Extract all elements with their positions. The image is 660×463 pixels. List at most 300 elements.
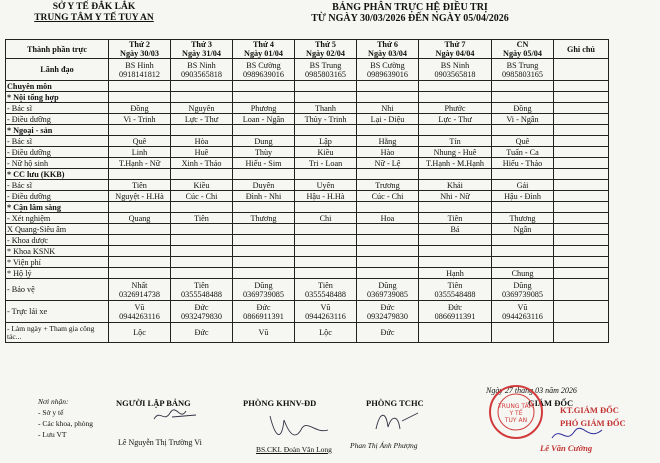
cell-day-6 bbox=[492, 81, 554, 92]
cell-text: Đức bbox=[194, 328, 209, 337]
cell-day-1 bbox=[171, 136, 233, 147]
row-label: * Hộ lý bbox=[6, 268, 109, 279]
cell-day-5 bbox=[419, 158, 492, 169]
cell-day-4 bbox=[357, 191, 419, 202]
cell-text: Huê bbox=[194, 147, 209, 157]
cell-day-6 bbox=[492, 158, 554, 169]
cell-day-2 bbox=[233, 235, 295, 246]
cell-day-0 bbox=[109, 136, 171, 147]
cell-text: 0903565818 bbox=[434, 69, 476, 79]
cell-day-3 bbox=[295, 279, 357, 301]
table-row bbox=[6, 103, 609, 114]
cell-text: 0326914738 bbox=[119, 289, 160, 299]
cell-day-0 bbox=[109, 235, 171, 246]
cell-day-2 bbox=[233, 213, 295, 224]
cell-text: 0989639016 bbox=[243, 69, 284, 79]
cell-text: Hiếu - Sim bbox=[245, 158, 282, 168]
cell-day-1 bbox=[171, 147, 233, 158]
cell-day-0 bbox=[109, 147, 171, 158]
cell-text: Thùy bbox=[254, 147, 273, 157]
cell-note bbox=[554, 268, 609, 279]
cell-day-5 bbox=[419, 246, 492, 257]
cell-day-0 bbox=[109, 257, 171, 268]
cell-day-0 bbox=[109, 92, 171, 103]
cell-day-3 bbox=[295, 246, 357, 257]
cell-day-3 bbox=[295, 158, 357, 169]
cell-day-2 bbox=[233, 103, 295, 114]
cell-text: Quê bbox=[132, 136, 147, 146]
cell-text: 0989639016 bbox=[367, 69, 408, 79]
tchc-title: PHÒNG TCHC bbox=[366, 398, 424, 408]
cell-day-0 bbox=[109, 158, 171, 169]
day-name: Thứ 3 bbox=[190, 40, 213, 49]
cell-day-5 bbox=[419, 213, 492, 224]
cell-day-4 bbox=[357, 224, 419, 235]
cell-note bbox=[554, 301, 609, 323]
header-note: Ghi chú bbox=[554, 40, 609, 59]
cell-text: Đức bbox=[194, 302, 209, 312]
cell-day-0 bbox=[109, 180, 171, 191]
cell-day-6 bbox=[492, 147, 554, 158]
cell-day-4 bbox=[357, 202, 419, 213]
table-row bbox=[6, 158, 609, 169]
cell-day-4 bbox=[357, 301, 419, 323]
cell-note bbox=[554, 125, 609, 136]
cell-text: Vũ bbox=[134, 302, 145, 312]
cell-day-2 bbox=[233, 59, 295, 81]
cell-day-2 bbox=[233, 180, 295, 191]
cell-text: Đức bbox=[448, 302, 462, 312]
table-row bbox=[6, 169, 609, 180]
cell-note bbox=[554, 202, 609, 213]
cell-day-5 bbox=[419, 279, 492, 301]
cell-day-3 bbox=[295, 191, 357, 202]
day-name: Thứ 4 bbox=[252, 40, 275, 49]
cell-day-6 bbox=[492, 114, 554, 125]
cell-text: Uyên bbox=[316, 180, 335, 190]
cell-text: 0918141812 bbox=[119, 69, 160, 79]
cell-day-4 bbox=[357, 92, 419, 103]
cell-day-4 bbox=[357, 59, 419, 81]
cell-text: Tiên bbox=[132, 180, 147, 190]
cell-note bbox=[554, 323, 609, 343]
cell-day-6 bbox=[492, 59, 554, 81]
cell-text: Thương bbox=[250, 213, 277, 223]
table-row bbox=[6, 246, 609, 257]
day-name: Thứ 6 bbox=[376, 40, 399, 49]
cell-text: Thanh bbox=[315, 103, 336, 113]
table-row bbox=[6, 136, 609, 147]
khnv-name: BS.CKI. Đoàn Văn Long bbox=[256, 445, 332, 454]
cell-day-6 bbox=[492, 323, 554, 343]
cell-text: Quê bbox=[515, 136, 530, 146]
table-row bbox=[6, 213, 609, 224]
cell-text: Vũ bbox=[320, 302, 331, 312]
cell-text: Hậu - H.Hà bbox=[306, 191, 345, 201]
cell-note bbox=[554, 213, 609, 224]
cell-day-3 bbox=[295, 301, 357, 323]
cell-day-6 bbox=[492, 191, 554, 202]
cell-text: BS Cường bbox=[370, 60, 405, 70]
table-row bbox=[6, 301, 609, 323]
cell-day-1 bbox=[171, 246, 233, 257]
cell-day-6 bbox=[492, 301, 554, 323]
cell-note bbox=[554, 180, 609, 191]
cell-day-1 bbox=[171, 92, 233, 103]
row-label: - Điều dưỡng bbox=[6, 147, 109, 158]
cell-text: Vũ bbox=[258, 328, 269, 337]
cell-day-6 bbox=[492, 180, 554, 191]
cell-day-4 bbox=[357, 246, 419, 257]
cell-text: Nhi bbox=[381, 103, 394, 113]
table-row bbox=[6, 279, 609, 301]
cell-day-3 bbox=[295, 180, 357, 191]
svg-text:TRUNG TÂM: TRUNG TÂM bbox=[498, 403, 534, 410]
cell-text: BS Hinh bbox=[125, 60, 154, 70]
cell-day-5 bbox=[419, 92, 492, 103]
cell-day-2 bbox=[233, 125, 295, 136]
cell-text: Quang bbox=[128, 213, 151, 223]
preparer-signature bbox=[150, 405, 200, 427]
cell-text: Lại - Diệu bbox=[370, 114, 405, 124]
cell-day-6 bbox=[492, 268, 554, 279]
preparer-name: Lê Nguyễn Thị Trường Vi bbox=[118, 438, 202, 447]
cell-text: Phước bbox=[444, 103, 466, 113]
cell-text: BS Ninh bbox=[440, 60, 470, 70]
cell-day-2 bbox=[233, 224, 295, 235]
cell-text: Lực - Thư bbox=[184, 114, 219, 124]
day-date: Ngày 31/04 bbox=[182, 49, 221, 58]
cell-text: Nguyên bbox=[188, 103, 215, 113]
cell-day-0 bbox=[109, 169, 171, 180]
table-row bbox=[6, 323, 609, 343]
cell-text: Dung bbox=[254, 136, 273, 146]
cell-day-6 bbox=[492, 202, 554, 213]
row-label: - Nữ hộ sinh bbox=[6, 158, 109, 169]
cell-day-2 bbox=[233, 114, 295, 125]
table-row bbox=[6, 257, 609, 268]
cell-day-2 bbox=[233, 147, 295, 158]
cell-text: Dũng bbox=[254, 280, 273, 290]
cell-day-4 bbox=[357, 213, 419, 224]
cell-day-5 bbox=[419, 169, 492, 180]
cell-text: BS Cường bbox=[246, 60, 281, 70]
cell-day-0 bbox=[109, 202, 171, 213]
preparer-title: NGƯỜI LẬP BẢNG bbox=[116, 398, 191, 408]
cell-day-2 bbox=[233, 191, 295, 202]
header-day-5 bbox=[419, 40, 492, 59]
day-name: Thứ 7 bbox=[444, 40, 466, 49]
svg-text:TUY AN: TUY AN bbox=[504, 417, 528, 424]
cell-day-0 bbox=[109, 224, 171, 235]
header-day-3 bbox=[295, 40, 357, 59]
cell-day-4 bbox=[357, 279, 419, 301]
cell-day-4 bbox=[357, 114, 419, 125]
cell-text: Hiếu - Thảo bbox=[502, 158, 543, 168]
cell-day-1 bbox=[171, 158, 233, 169]
cell-day-5 bbox=[419, 103, 492, 114]
cell-text: Tiên bbox=[194, 280, 209, 290]
cell-day-4 bbox=[357, 323, 419, 343]
cell-day-6 bbox=[492, 279, 554, 301]
cell-text: 0369739085 bbox=[502, 289, 543, 299]
row-label: * Cận lâm sàng bbox=[6, 202, 109, 213]
doc-title bbox=[250, 2, 570, 24]
cell-text: 0355548488 bbox=[181, 289, 222, 299]
cell-day-2 bbox=[233, 268, 295, 279]
cell-text: Đồng bbox=[513, 103, 532, 113]
day-date: Ngày 04/04 bbox=[435, 49, 475, 58]
cell-day-4 bbox=[357, 158, 419, 169]
row-label: * Nội tổng hợp bbox=[6, 92, 109, 103]
director-title: GIÁM ĐỐC bbox=[528, 398, 574, 408]
row-label: - Khoa dược bbox=[6, 235, 109, 246]
cell-text: 0866911391 bbox=[434, 311, 476, 321]
cell-text: Cúc - Chi bbox=[371, 191, 404, 201]
cell-text: 0369739085 bbox=[243, 289, 284, 299]
cell-text: Phương bbox=[250, 103, 277, 113]
cell-text: Vũ bbox=[517, 302, 528, 312]
cell-day-1 bbox=[171, 59, 233, 81]
cell-text: Hằng bbox=[378, 136, 397, 146]
table-row bbox=[6, 92, 609, 103]
cell-text: T.Hạnh - M.Hạnh bbox=[425, 158, 485, 168]
table-row bbox=[6, 268, 609, 279]
cell-day-5 bbox=[419, 125, 492, 136]
cell-day-6 bbox=[492, 92, 554, 103]
tchc-signature bbox=[372, 407, 422, 435]
cell-text: 0932479830 bbox=[181, 311, 222, 321]
cell-day-6 bbox=[492, 136, 554, 147]
cell-day-1 bbox=[171, 125, 233, 136]
table-row bbox=[6, 180, 609, 191]
cell-text: Ngân bbox=[513, 224, 532, 234]
cell-text: Xinh - Thảo bbox=[181, 158, 222, 168]
cell-text: Kiều bbox=[317, 147, 334, 157]
cell-day-6 bbox=[492, 125, 554, 136]
official-stamp bbox=[487, 383, 545, 441]
cell-text: Đức bbox=[380, 328, 395, 337]
row-label: - Làm ngày + Tham gia công tác... bbox=[6, 323, 109, 343]
cell-text: Đức bbox=[380, 302, 395, 312]
cell-day-1 bbox=[171, 169, 233, 180]
cell-day-3 bbox=[295, 114, 357, 125]
cell-text: 0985803165 bbox=[502, 69, 543, 79]
cell-note bbox=[554, 81, 609, 92]
cell-day-1 bbox=[171, 202, 233, 213]
cell-day-6 bbox=[492, 224, 554, 235]
cell-text: Thủy - Trinh bbox=[304, 114, 347, 124]
cell-note bbox=[554, 224, 609, 235]
cell-day-3 bbox=[295, 103, 357, 114]
header-day-0 bbox=[109, 40, 171, 59]
cell-day-0 bbox=[109, 114, 171, 125]
cell-day-3 bbox=[295, 323, 357, 343]
cell-text: 0944263116 bbox=[502, 311, 543, 321]
row-label: * CC lưu (KKB) bbox=[6, 169, 109, 180]
cell-day-6 bbox=[492, 213, 554, 224]
cell-text: T.Hạnh - Nữ bbox=[118, 158, 161, 168]
khnv-signature bbox=[262, 410, 332, 444]
cell-text: Nữ - Lệ bbox=[374, 158, 401, 168]
cell-day-1 bbox=[171, 180, 233, 191]
cell-note bbox=[554, 136, 609, 147]
cell-text: Hậu - Đình bbox=[504, 191, 541, 201]
cell-day-0 bbox=[109, 301, 171, 323]
cell-day-2 bbox=[233, 92, 295, 103]
cell-day-0 bbox=[109, 268, 171, 279]
row-label: - Xét nghiệm bbox=[6, 213, 109, 224]
cell-note bbox=[554, 92, 609, 103]
duty-roster-table bbox=[5, 39, 609, 343]
cell-text: Hạnh bbox=[446, 268, 464, 278]
cell-day-3 bbox=[295, 81, 357, 92]
recipients-label: Nơi nhận: bbox=[38, 397, 69, 406]
header-day-2 bbox=[233, 40, 295, 59]
cell-text: Tiên bbox=[194, 213, 209, 223]
row-label: - Bảo vệ bbox=[6, 279, 109, 301]
cell-day-2 bbox=[233, 323, 295, 343]
cell-text: Bá bbox=[450, 224, 460, 234]
table-row bbox=[6, 114, 609, 125]
cell-day-1 bbox=[171, 323, 233, 343]
cell-day-5 bbox=[419, 235, 492, 246]
vice-director-kt: KT.GIÁM ĐỐC bbox=[560, 405, 619, 415]
cell-day-5 bbox=[419, 147, 492, 158]
cell-text: Vi - Ngân bbox=[506, 114, 539, 124]
cell-text: Nhi - Nữ bbox=[440, 191, 470, 201]
cell-day-6 bbox=[492, 257, 554, 268]
cell-day-5 bbox=[419, 191, 492, 202]
cell-day-4 bbox=[357, 180, 419, 191]
cell-note bbox=[554, 103, 609, 114]
cell-day-3 bbox=[295, 147, 357, 158]
cell-day-2 bbox=[233, 81, 295, 92]
cell-day-1 bbox=[171, 114, 233, 125]
cell-day-5 bbox=[419, 301, 492, 323]
cell-text: Duyên bbox=[252, 180, 275, 190]
cell-day-6 bbox=[492, 103, 554, 114]
cell-text: BS Trung bbox=[309, 60, 342, 70]
cell-day-0 bbox=[109, 323, 171, 343]
cell-day-0 bbox=[109, 279, 171, 301]
cell-day-5 bbox=[419, 59, 492, 81]
cell-day-4 bbox=[357, 81, 419, 92]
cell-text: Lộc bbox=[133, 328, 146, 337]
cell-note bbox=[554, 59, 609, 81]
cell-text: BS Ninh bbox=[187, 60, 216, 70]
table-row bbox=[6, 202, 609, 213]
cell-text: Hào bbox=[380, 147, 395, 157]
cell-day-3 bbox=[295, 202, 357, 213]
header-day-4 bbox=[357, 40, 419, 59]
cell-text: Lập bbox=[319, 136, 332, 146]
cell-text: Nhất bbox=[131, 280, 148, 290]
vice-director-title: PHÓ GIÁM ĐỐC bbox=[560, 418, 626, 428]
cell-day-1 bbox=[171, 103, 233, 114]
cell-day-0 bbox=[109, 59, 171, 81]
cell-day-2 bbox=[233, 279, 295, 301]
cell-day-2 bbox=[233, 202, 295, 213]
day-name: CN bbox=[516, 40, 529, 49]
cell-day-5 bbox=[419, 81, 492, 92]
table-row bbox=[6, 125, 609, 136]
cell-day-1 bbox=[171, 235, 233, 246]
cell-day-4 bbox=[357, 125, 419, 136]
cell-text: Trương bbox=[375, 180, 400, 190]
cell-day-3 bbox=[295, 136, 357, 147]
cell-text: 0903565818 bbox=[181, 69, 222, 79]
cell-text: Thương bbox=[509, 213, 536, 223]
cell-note bbox=[554, 158, 609, 169]
cell-text: Đồng bbox=[130, 103, 149, 113]
day-date: Ngày 30/03 bbox=[120, 49, 159, 58]
cell-text: Lực - Thư bbox=[438, 114, 472, 124]
recipient-item: - Lưu VT bbox=[38, 430, 67, 439]
cell-day-3 bbox=[295, 59, 357, 81]
row-label: - Điều dưỡng bbox=[6, 191, 109, 202]
row-label: * Ngoại - sản bbox=[6, 125, 109, 136]
cell-note bbox=[554, 169, 609, 180]
cell-day-5 bbox=[419, 257, 492, 268]
org-header bbox=[4, 2, 184, 24]
cell-note bbox=[554, 191, 609, 202]
svg-text:Y TẾ: Y TẾ bbox=[509, 410, 523, 417]
cell-text: Kiều bbox=[193, 180, 210, 190]
cell-text: Tiên bbox=[318, 280, 333, 290]
cell-day-5 bbox=[419, 114, 492, 125]
recipient-item: - Các khoa, phòng bbox=[38, 419, 93, 428]
row-label: - Bác sĩ bbox=[6, 136, 109, 147]
row-label: Lãnh đạo bbox=[6, 59, 109, 81]
day-date: Ngày 03/04 bbox=[368, 49, 407, 58]
day-name: Thứ 2 bbox=[128, 40, 151, 49]
row-label: - Điều dưỡng bbox=[6, 114, 109, 125]
cell-text: Tuấn - Ca bbox=[506, 147, 539, 157]
header-duty-role: Thành phần trực bbox=[6, 40, 109, 59]
table-row bbox=[6, 224, 609, 235]
cell-day-5 bbox=[419, 224, 492, 235]
cell-day-1 bbox=[171, 213, 233, 224]
cell-text: 0355548488 bbox=[305, 289, 346, 299]
table-row bbox=[6, 81, 609, 92]
cell-day-1 bbox=[171, 257, 233, 268]
recipient-item: - Sở y tế bbox=[38, 408, 64, 417]
cell-day-1 bbox=[171, 301, 233, 323]
cell-day-3 bbox=[295, 125, 357, 136]
row-label: - Trực lái xe bbox=[6, 301, 109, 323]
cell-day-0 bbox=[109, 191, 171, 202]
khnv-title: PHÒNG KHNV-ĐD bbox=[243, 398, 317, 408]
cell-day-0 bbox=[109, 125, 171, 136]
cell-text: 0944263116 bbox=[119, 311, 160, 321]
recipients-block bbox=[38, 396, 93, 440]
cell-day-2 bbox=[233, 301, 295, 323]
cell-day-3 bbox=[295, 169, 357, 180]
cell-text: Vi - Trinh bbox=[123, 114, 156, 124]
doc-title-line1: BẢNG PHÂN TRỰC HỆ ĐIỀU TRỊ bbox=[332, 2, 488, 13]
cell-day-5 bbox=[419, 202, 492, 213]
cell-note bbox=[554, 279, 609, 301]
cell-text: Nguyệt - H.Hà bbox=[115, 191, 164, 201]
table-row bbox=[6, 235, 609, 246]
day-name: Thứ 5 bbox=[314, 40, 337, 49]
cell-day-6 bbox=[492, 169, 554, 180]
cell-note bbox=[554, 246, 609, 257]
row-label: Chuyên môn bbox=[6, 81, 109, 92]
day-date: Ngày 05/04 bbox=[503, 49, 542, 58]
cell-day-4 bbox=[357, 268, 419, 279]
